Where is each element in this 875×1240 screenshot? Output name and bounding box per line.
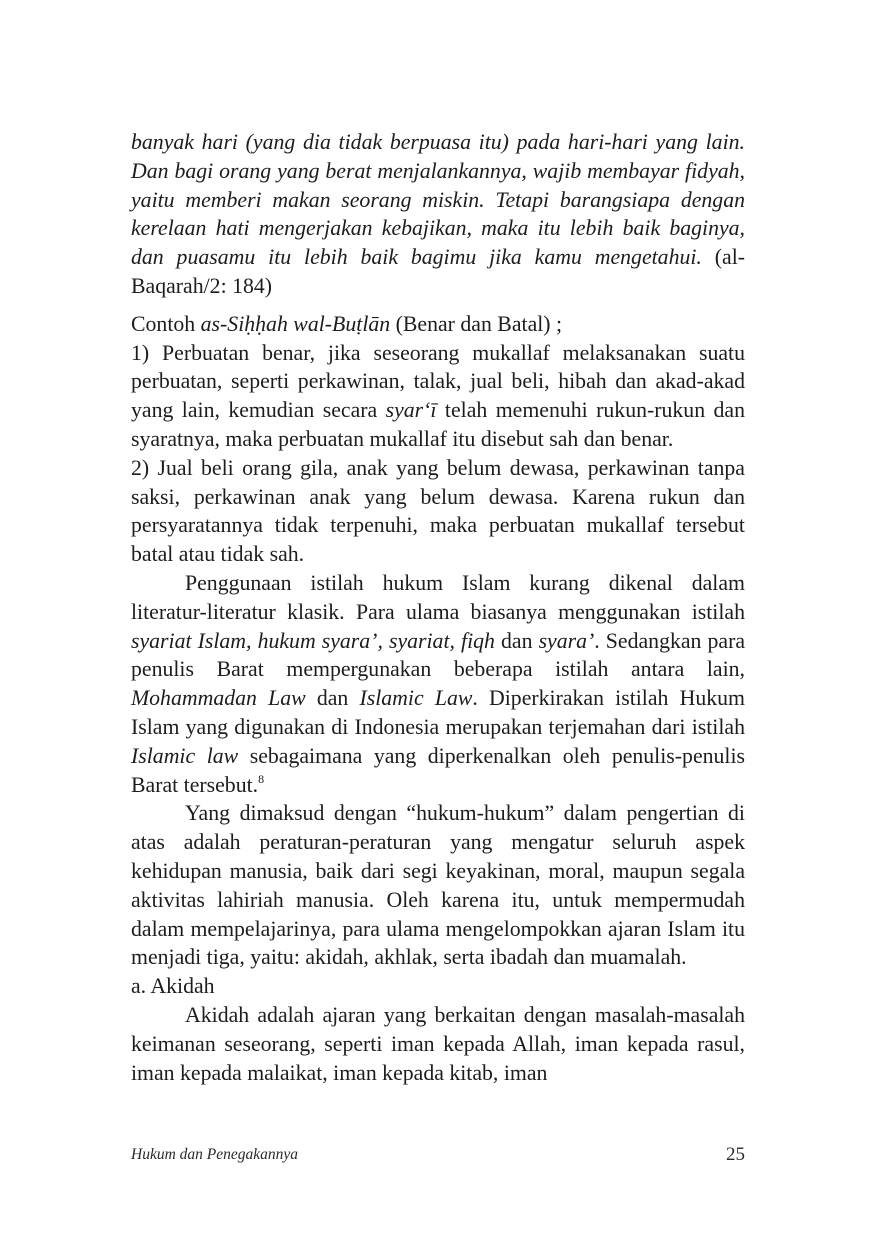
example-intro: Contoh bbox=[131, 311, 196, 336]
running-footer-title: Hukum dan Penegakannya bbox=[131, 1146, 299, 1163]
point1-text-a: 1) Perbuatan benar, jika seseorang mukallaf melaksanakan suatu perbuatan, seperti perkawinan, talak, jual beli, hibah dan akad-akad yang lain, kemudian secara bbox=[131, 340, 745, 423]
para1-text-5: . Diperkirakan istilah Hukum Islam yang digunakan di Indonesia merupakan terjemahan dari istilah bbox=[131, 686, 745, 739]
example-point-2: 2) Jual beli orang gila, anak yang belum dewasa, perkawinan tanpa saksi, perkawinan anak yang belum dewasa. Karena rukun dan persyaratannya tidak terpenuhi, maka perbuatan mukallaf tersebut batal atau tidak sah. bbox=[131, 455, 745, 567]
example-point-1 bbox=[131, 339, 745, 454]
paragraph-akidah: Akidah adalah ajaran yang berkaitan dengan masalah-masalah keimanan seseorang, seperti iman kepada Allah, iman kepada rasul, iman kepada malaikat, iman kepada kitab, iman bbox=[131, 1002, 745, 1085]
para1-text-1: Penggunaan istilah hukum Islam kurang dikenal dalam literatur-literatur klasik. Para ulama biasanya menggunakan istilah bbox=[131, 570, 745, 624]
example-term: as-Siḥḥah wal-Buṭlān bbox=[200, 311, 391, 336]
para1-text-2: dan bbox=[501, 628, 533, 653]
paragraph-hukum-hukum: Yang dimaksud dengan “hukum-hukum” dalam pengertian di atas adalah peraturan-peraturan yang mengatur seluruh aspek kehidupan manusia, baik dari segi keyakinan, moral, maupun segala aktivitas lahiriah manusia. Oleh karena itu, untuk mempermudah dalam mempelajarinya, para ulama mengelompokkan ajaran Islam itu menjadi tiga, yaitu: akidah, akhlak, serta ibadah dan muamalah. bbox=[131, 801, 745, 970]
point1-term: syar‘ī bbox=[385, 398, 437, 423]
footnote-marker[interactable]: 8 bbox=[258, 771, 265, 786]
section-heading-akidah: a. Akidah bbox=[131, 974, 215, 999]
quran-translation bbox=[131, 128, 745, 301]
para1-term-5: Islamic law bbox=[131, 743, 239, 768]
para1-text-4: dan bbox=[316, 686, 349, 711]
quote-reference: (al-Baqarah/2: 184) bbox=[131, 245, 746, 298]
page-body bbox=[131, 128, 745, 1087]
para1-terms-1: syariat Islam, hukum syara’, syariat, fiqh bbox=[131, 628, 495, 653]
para1-term-2: syara’ bbox=[538, 628, 595, 653]
quote-text: banyak hari (yang dia tidak berpuasa itu) pada hari-hari yang lain. Dan bagi orang yang berat menjalankannya, wajib membayar fidyah, yaitu memberi makan seorang miskin. Tetapi barangsiapa dengan kerelaan hati mengerjakan kebajikan, maka itu lebih baik baginya, dan puasamu itu lebih baik bagimu jika kamu mengetahui. bbox=[131, 130, 745, 270]
example-heading bbox=[131, 310, 745, 339]
para1-term-4: Islamic Law bbox=[359, 686, 473, 711]
example-suffix: (Benar dan Batal) ; bbox=[395, 311, 563, 336]
paragraph-terminology bbox=[131, 569, 745, 799]
para1-text-6: sebagaimana yang diperkenalkan oleh penulis-penulis Barat tersebut. bbox=[131, 743, 746, 797]
para1-text-3: . Sedangkan para penulis Barat mempergunakan beberapa istilah antara lain, bbox=[131, 628, 746, 682]
para1-term-3: Mohammadan Law bbox=[131, 686, 306, 711]
point1-text-b: telah memenuhi rukun-rukun dan syaratnya, maka perbuatan mukallaf itu disebut sah dan benar. bbox=[131, 398, 746, 451]
page-number: 25 bbox=[726, 1144, 745, 1165]
